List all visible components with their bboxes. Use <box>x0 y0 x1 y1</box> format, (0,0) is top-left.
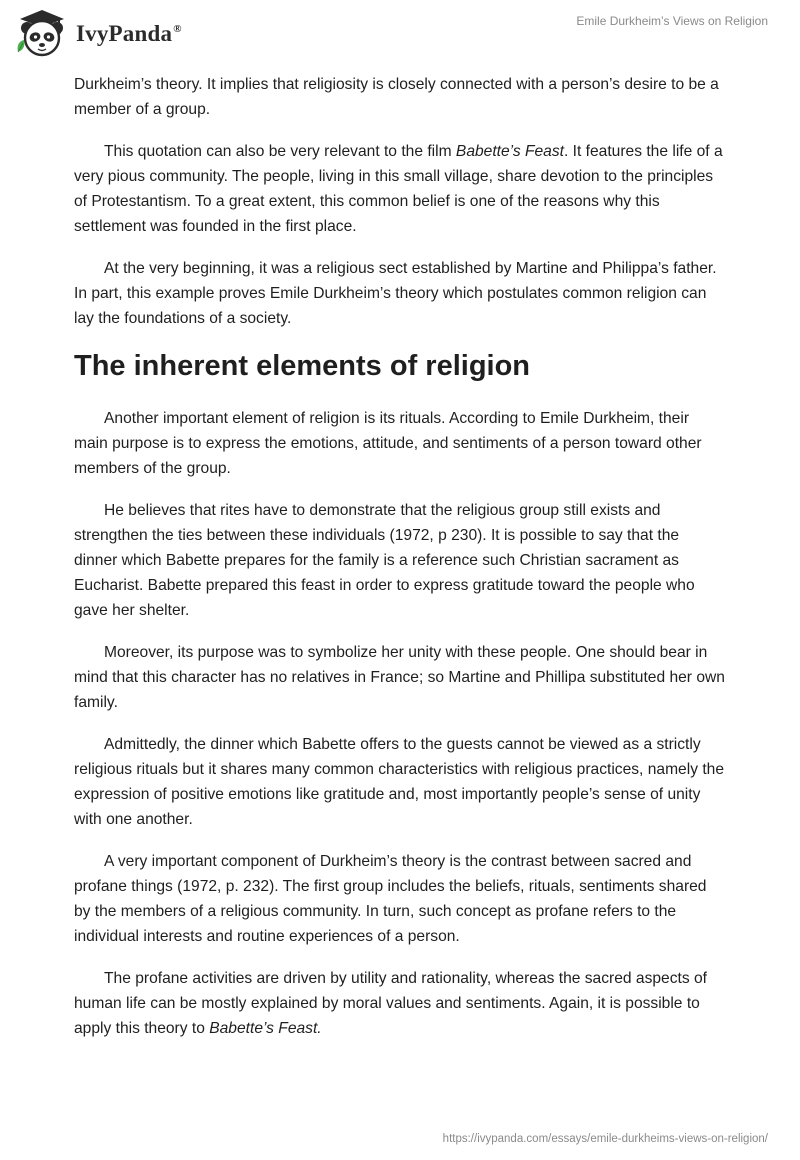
film-title: Babette’s Feast. <box>209 1020 322 1037</box>
paragraph-1: Durkheim’s theory. It implies that religiosity is closely connected with a person’s desire to be a member of a group. <box>74 76 719 118</box>
page-header <box>0 0 800 64</box>
paragraph-6: Moreover, its purpose was to symbolize her unity with these people. One should bear in mind that this character has no relatives in France; so Martine and Phillipa substituted her own family. <box>74 644 725 711</box>
paragraph-2: This quotation can also be very relevant to the film Babette’s Feast. It features the life of a very pious community. The people, living in this small village, share devotion to the principles of Protestantism. To a great extent, this common belief is one of the reasons why this settlement was founded in the first place. <box>74 143 723 235</box>
paragraph-9: The profane activities are driven by utility and rationality, whereas the sacred aspects of human life can be mostly explained by moral values and sentiments. Again, it is possible to apply this theory to Babette’s Feast. <box>74 970 707 1037</box>
source-url[interactable]: https://ivypanda.com/essays/emile-durkheims-views-on-religion/ <box>442 1133 768 1145</box>
paragraph-7: Admittedly, the dinner which Babette offers to the guests cannot be viewed as a strictly religious rituals but it shares many common characteristics with religious practices, namely the expression of positive emotions like gratitude and, most importantly people’s sense of unity with one another. <box>74 736 724 828</box>
section-heading: The inherent elements of religion <box>74 350 531 382</box>
panda-graduate-icon <box>14 8 70 60</box>
paragraph-8: A very important component of Durkheim’s theory is the contrast between sacred and profane things (1972, p. 232). The first group includes the beliefs, rituals, sentiments shared by the members of a religious community. In turn, such concept as profane refers to the individual interests and routine experiences of a person. <box>74 853 707 945</box>
paragraph-5: He believes that rites have to demonstrate that the religious group still exists and strengthen the ties between these individuals (1972, p 230). It is possible to say that the dinner which Babette prepares for the family is a reference such Christian sacrament as Eucharist. Babette prepared this feast in order to express gratitude toward the people who gave her shelter. <box>74 502 695 619</box>
paragraph-3: At the very beginning, it was a religious sect established by Martine and Philippa’s father. In part, this example proves Emile Durkheim’s theory which postulates common religion can lay the foundations of a society. <box>74 260 717 327</box>
film-title: Babette’s Feast <box>455 143 564 160</box>
document-title: Emile Durkheim’s Views on Religion <box>576 14 768 28</box>
essay-content <box>74 72 726 1058</box>
ivypanda-logo[interactable] <box>14 8 182 60</box>
brand-name: IvyPanda® <box>76 21 182 46</box>
paragraph-4: Another important element of religion is its rituals. According to Emile Durkheim, their main purpose is to express the emotions, attitude, and sentiments of a person toward other members of the group. <box>74 410 702 477</box>
